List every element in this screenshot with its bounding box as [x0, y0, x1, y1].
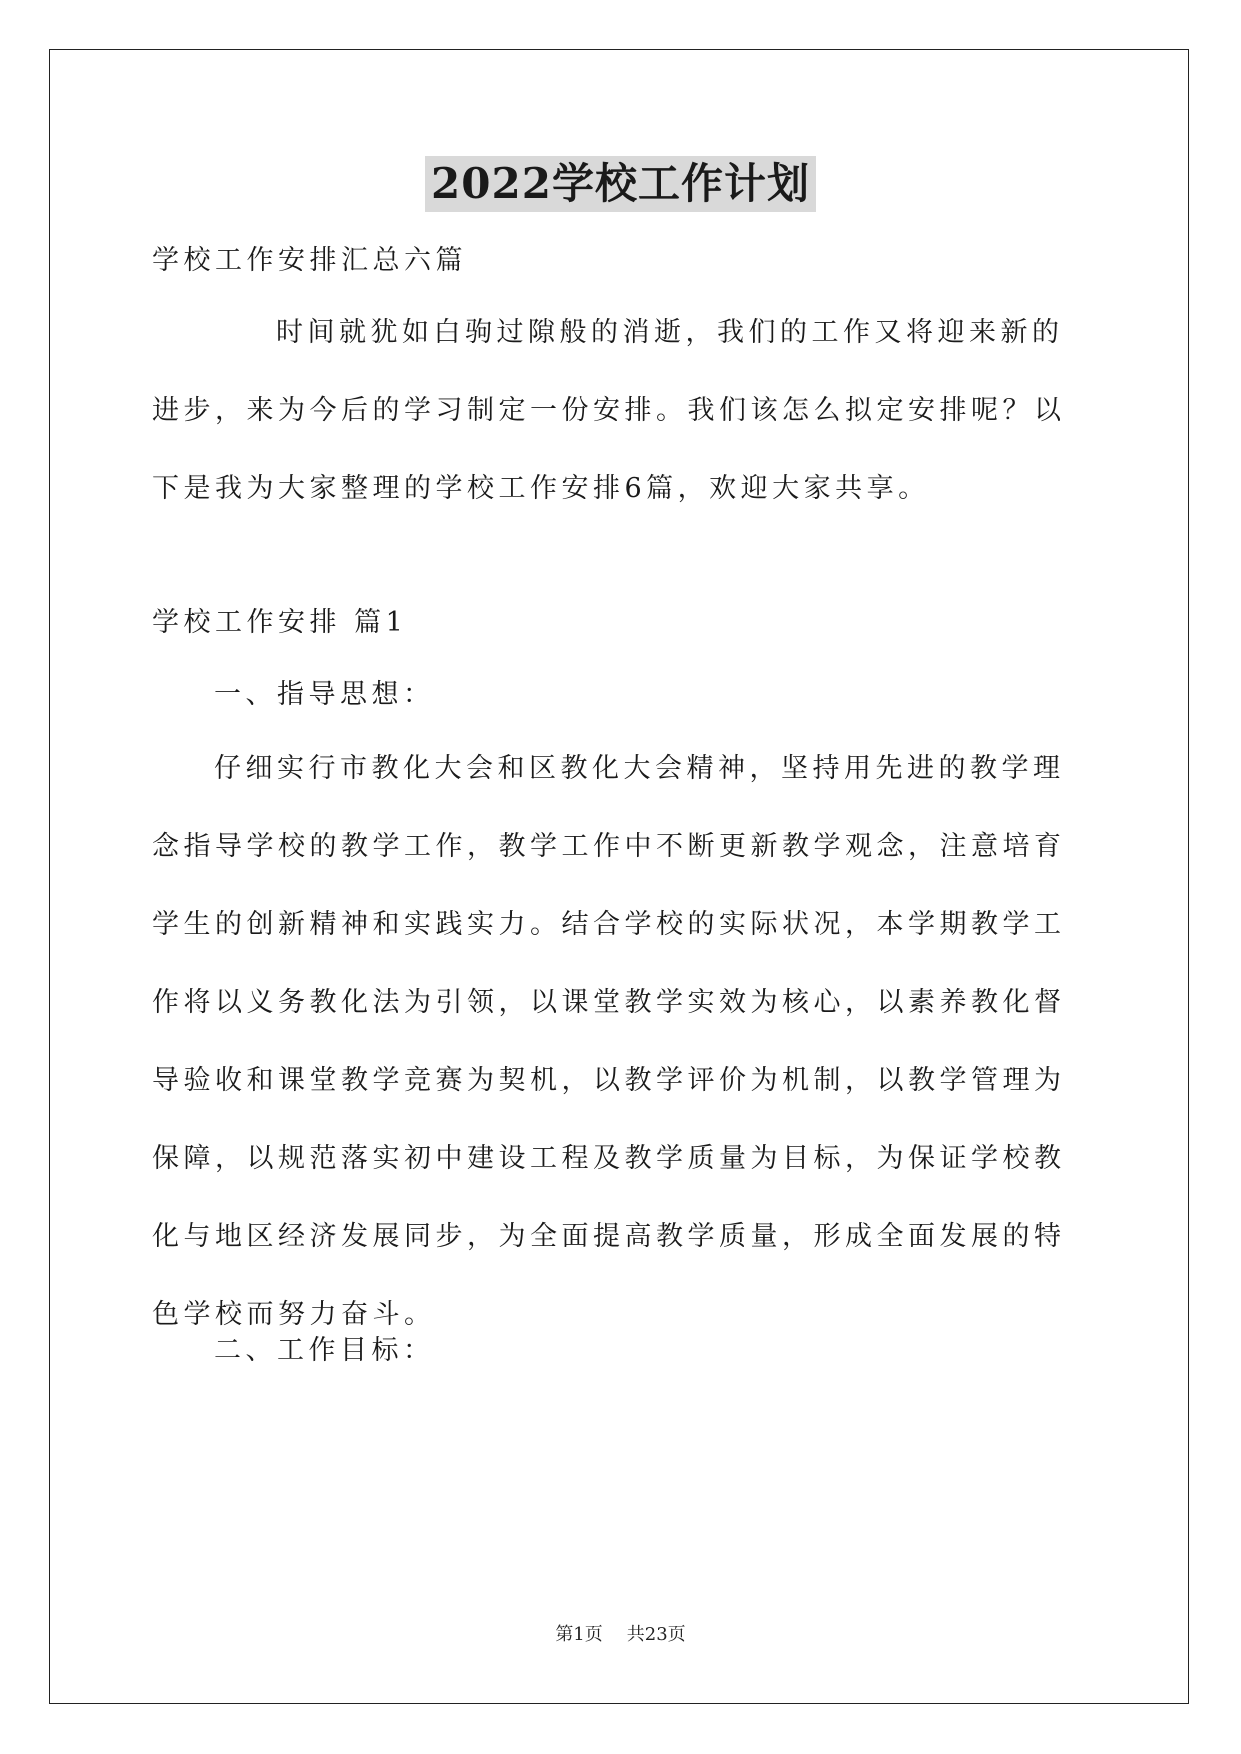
intro-paragraph: 时间就犹如白驹过隙般的消逝，我们的工作又将迎来新的进步，来为今后的学习制定一份安排。我们该怎么拟定安排呢？以下是我为大家整理的学校工作安排6篇，欢迎大家共享。: [152, 317, 1066, 504]
document-body: [152, 222, 1087, 300]
intro-block: [152, 294, 1087, 528]
section1-block: [152, 584, 1087, 662]
section-heading: 学校工作安排 篇1: [152, 607, 408, 638]
point1-heading: 一、指导思想：: [214, 679, 435, 710]
point2-heading: 二、工作目标：: [214, 1335, 435, 1366]
point1-body-block: [152, 730, 1087, 1354]
point1-heading-block: [152, 656, 1087, 734]
document-title: 2022学校工作计划: [425, 156, 816, 212]
page-total: 共23页: [626, 1624, 686, 1645]
page-footer: [0, 1620, 1241, 1646]
page-number: 第1页: [555, 1624, 603, 1645]
title-container: [0, 156, 1241, 212]
point1-paragraph: 仔细实行市教化大会和区教化大会精神，坚持用先进的教学理念指导学校的教学工作，教学工作中不断更新教学观念，注意培育学生的创新精神和实践实力。结合学校的实际状况，本学期教学工作将以义务教化法为引领，以课堂教学实效为核心，以素养教化督导验收和课堂教学竞赛为契机，以教学评价为机制，以教学管理为保障，以规范落实初中建设工程及教学质量为目标，为保证学校教化与地区经济发展同步，为全面提高教学质量，形成全面发展的特色学校而努力奋斗。: [152, 753, 1066, 1330]
subtitle: 学校工作安排汇总六篇: [152, 245, 467, 276]
point2-heading-block: [152, 1312, 1087, 1390]
